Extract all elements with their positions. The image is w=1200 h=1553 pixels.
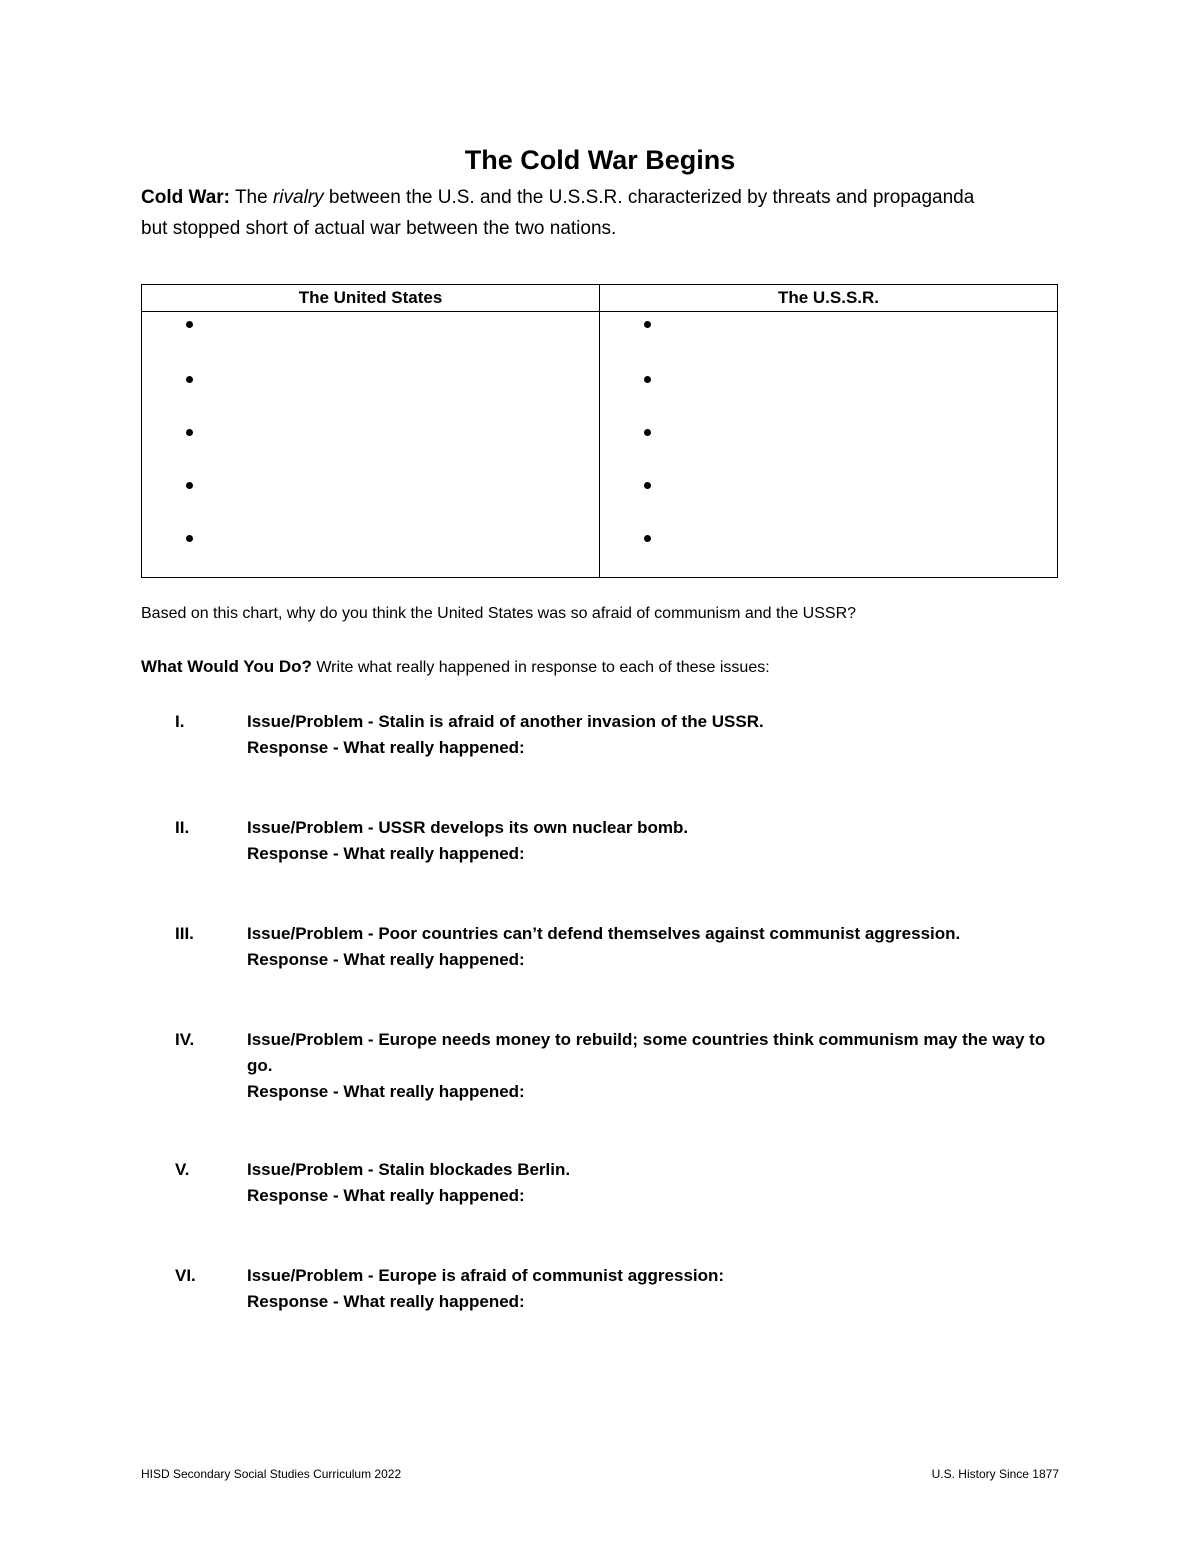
header-ussr: The U.S.S.R. — [600, 285, 1058, 312]
issue-numeral: V. — [175, 1160, 190, 1179]
bullet-icon — [644, 429, 651, 436]
issue-text: Issue/Problem - Stalin is afraid of another invasion of the USSR. — [247, 712, 764, 731]
issue-item-3 — [175, 921, 1055, 973]
bullet-item[interactable] — [600, 312, 1057, 365]
definition-emphasis: rivalry — [272, 187, 324, 208]
bullet-item[interactable] — [600, 418, 1057, 471]
response-prompt: Response - What really happened: — [247, 1082, 525, 1101]
bullet-icon — [644, 535, 651, 542]
issue-item-5 — [175, 1157, 1055, 1209]
bullet-item[interactable] — [142, 524, 599, 577]
issue-text: Issue/Problem - Stalin blockades Berlin. — [247, 1160, 571, 1179]
issue-item-1 — [175, 709, 1055, 761]
bullet-item[interactable] — [142, 418, 599, 471]
bullet-icon — [186, 535, 193, 542]
bullet-item[interactable] — [600, 365, 1057, 418]
bullet-icon — [644, 482, 651, 489]
page-title: The Cold War Begins — [464, 145, 736, 175]
definition-text-pre: The — [230, 187, 273, 208]
issue-numeral: VI. — [175, 1266, 196, 1285]
bullet-item[interactable] — [142, 471, 599, 524]
issue-numeral: II. — [175, 818, 190, 837]
bullet-icon — [186, 376, 193, 383]
ussr-column[interactable] — [600, 312, 1058, 578]
issue-text: Issue/Problem - USSR develops its own nuclear bomb. — [247, 818, 689, 837]
response-prompt: Response - What really happened: — [247, 1292, 525, 1311]
what-would-you-do-prompt — [141, 657, 1061, 677]
issue-numeral: I. — [175, 712, 185, 731]
issue-numeral: III. — [175, 924, 194, 943]
response-prompt: Response - What really happened: — [247, 844, 525, 863]
bullet-icon — [644, 321, 651, 328]
footer-course: U.S. History Since 1877 — [931, 1467, 1059, 1481]
definition-term: Cold War: — [141, 187, 231, 208]
wwyd-instructions: Write what really happened in response to each of these issues: — [311, 659, 770, 676]
issue-item-4 — [175, 1027, 1055, 1105]
bullet-icon — [186, 482, 193, 489]
bullet-icon — [644, 376, 651, 383]
united-states-column[interactable] — [142, 312, 600, 578]
response-prompt: Response - What really happened: — [247, 1186, 525, 1205]
bullet-icon — [186, 321, 193, 328]
chart-question: Based on this chart, why do you think the United States was so afraid of communism and the USSR? — [141, 605, 857, 622]
bullet-icon — [186, 429, 193, 436]
header-united-states: The United States — [142, 285, 600, 312]
bullet-item[interactable] — [600, 524, 1057, 577]
issue-item-2 — [175, 815, 1055, 867]
cold-war-definition — [141, 182, 1001, 244]
response-prompt: Response - What really happened: — [247, 738, 525, 757]
united-states-bullet-list — [142, 312, 599, 577]
issue-text: Issue/Problem - Europe needs money to rebuild; some countries think communism may the way to go. — [247, 1030, 1046, 1075]
footer-curriculum: HISD Secondary Social Studies Curriculum 2022 — [141, 1467, 402, 1481]
bullet-item[interactable] — [142, 365, 599, 418]
wwyd-label: What Would You Do? — [141, 657, 312, 676]
response-prompt: Response - What really happened: — [247, 950, 525, 969]
bullet-item[interactable] — [142, 312, 599, 365]
issue-text: Issue/Problem - Poor countries can’t defend themselves against communist aggression. — [247, 924, 961, 943]
ussr-bullet-list — [600, 312, 1057, 577]
issue-item-6 — [175, 1263, 1055, 1315]
definition-text-post: between the U.S. and the U.S.S.R. characterized by threats and propaganda but stopped short of actual war between the two nations. — [141, 187, 975, 239]
comparison-chart — [141, 284, 1058, 578]
issue-text: Issue/Problem - Europe is afraid of communist aggression: — [247, 1266, 725, 1285]
issue-numeral: IV. — [175, 1030, 195, 1049]
bullet-item[interactable] — [600, 471, 1057, 524]
